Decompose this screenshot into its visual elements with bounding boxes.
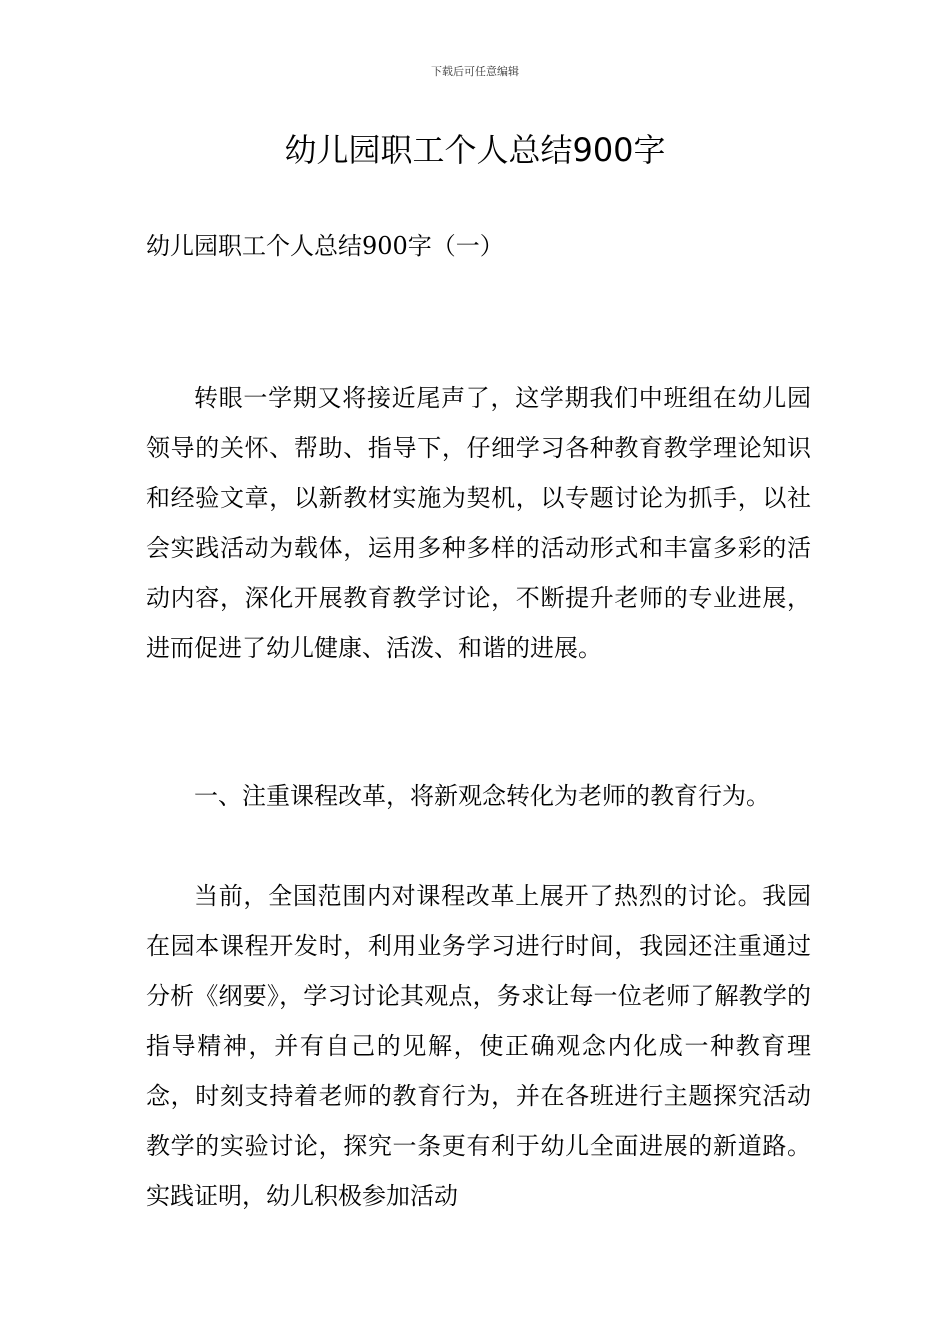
section-subtitle: 幼儿园职工个人总结900字（一） [146, 232, 504, 260]
section-heading-one: 一、注重课程改革，将新观念转化为老师的教育行为。 [194, 782, 770, 810]
paragraph-curriculum-reform: 当前，全国范围内对课程改革上展开了热烈的讨论。我园在园本课程开发时，利用业务学习进行时间，我园还注重通过分析《纲要》，学习讨论其观点，务求让每一位老师了解教学的指导精神，并有自己的见解，使正确观念内化成一种教育理念，时刻支持着老师的教育行为，并在各班进行主题探究活动教学的实验讨论，探究一条更有利于幼儿全面进展的新道路。实践证明，幼儿积极参加活动 [146, 882, 811, 1210]
paragraph-intro: 转眼一学期又将接近尾声了，这学期我们中班组在幼儿园领导的关怀、帮助、指导下，仔细学习各种教育教学理论知识和经验文章，以新教材实施为契机，以专题讨论为抓手，以社会实践活动为载体，运用多种多样的活动形式和丰富多彩的活动内容，深化开展教育教学讨论，不断提升老师的专业进展，进而促进了幼儿健康、活泼、和谐的进展。 [146, 384, 811, 662]
header-note: 下载后可任意编辑 [431, 65, 519, 78]
document-title: 幼儿园职工个人总结900字 [284, 131, 666, 169]
